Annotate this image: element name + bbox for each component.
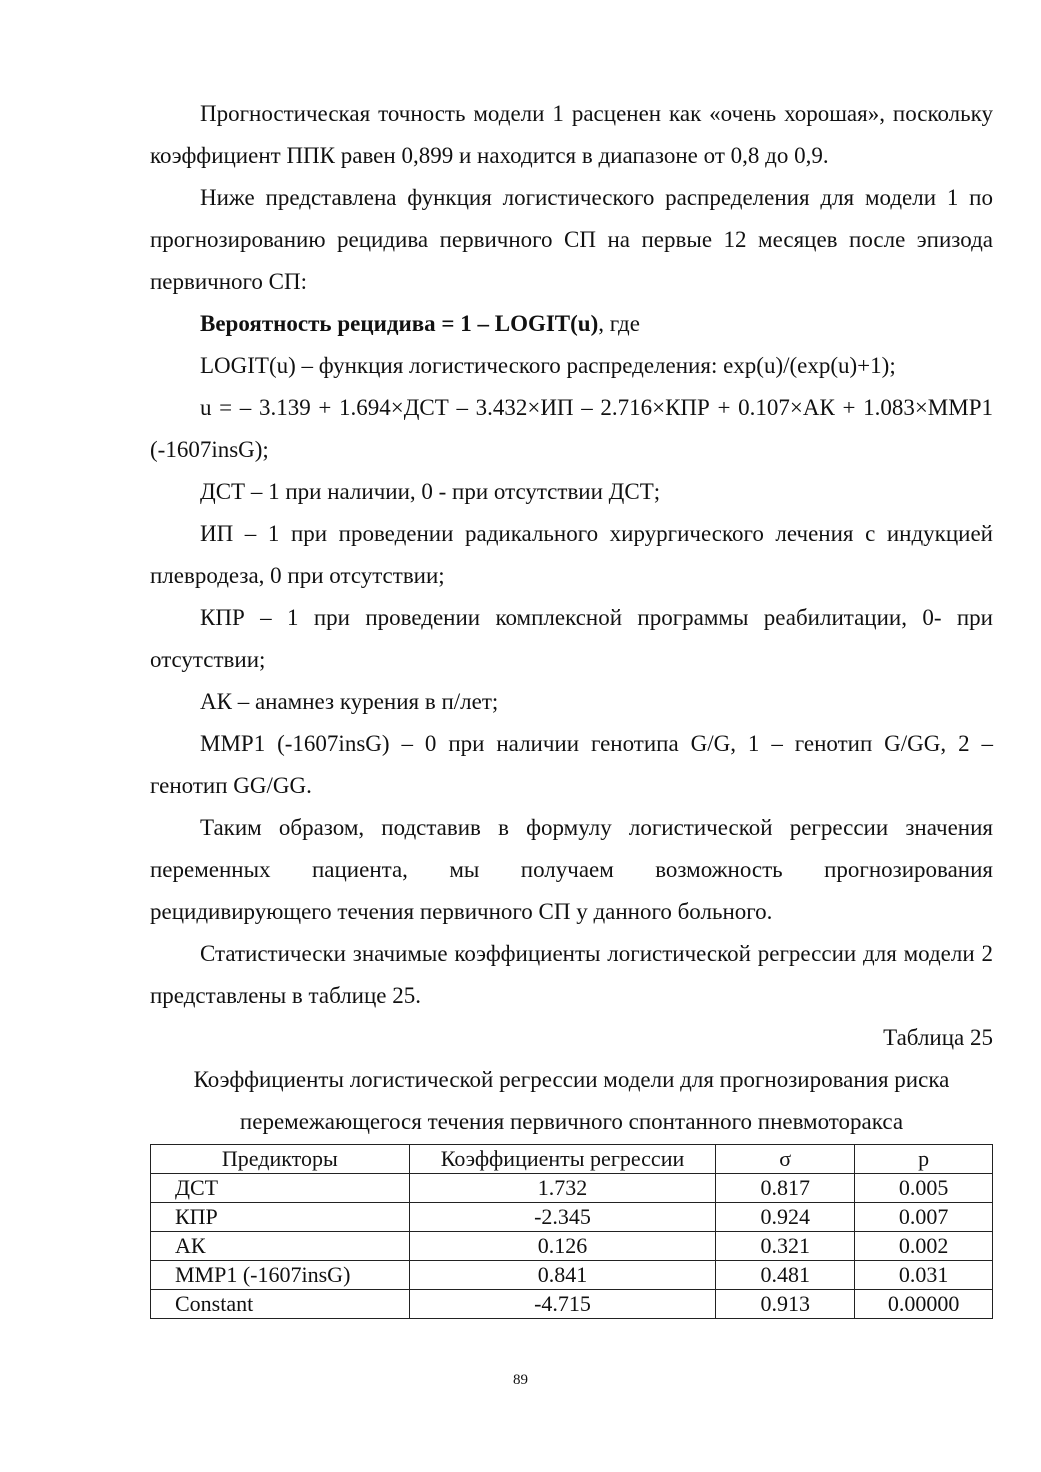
- page-number: 89: [513, 1372, 528, 1388]
- probability-formula-bold: Вероятность рецидива = 1 – LOGIT(u): [200, 311, 599, 336]
- cell-p: 0.002: [855, 1232, 993, 1261]
- header-p: p: [855, 1145, 993, 1174]
- table-row: [151, 1290, 993, 1319]
- paragraph-u-formula: u = – 3.139 + 1.694×ДСТ – 3.432×ИП – 2.716×КПР + 0.107×АК + 1.083×MMP1 (-1607insG);: [150, 395, 993, 462]
- cell-coefficient: 0.126: [409, 1232, 716, 1261]
- table-header-row: [151, 1145, 993, 1174]
- header-coefficients: Коэффициенты регрессии: [409, 1145, 716, 1174]
- header-predictors: Предикторы: [151, 1145, 410, 1174]
- cell-sigma: 0.817: [716, 1174, 855, 1203]
- cell-p: 0.005: [855, 1174, 993, 1203]
- cell-predictor: ДСТ: [151, 1174, 410, 1203]
- paragraph-function-intro: Ниже представлена функция логистического распределения для модели 1 по прогнозированию рецидива первичного СП на первые 12 месяцев после эпизода первичного СП:: [150, 185, 993, 294]
- cell-coefficient: -2.345: [409, 1203, 716, 1232]
- table-caption-line-2: перемежающегося течения первичного спонтанного пневмоторакса: [239, 1109, 904, 1134]
- header-sigma: σ: [716, 1145, 855, 1174]
- paragraph-ip-definition: ИП – 1 при проведении радикального хирургического лечения с индукцией плевродеза, 0 при отсутствии;: [150, 521, 993, 588]
- cell-coefficient: -4.715: [409, 1290, 716, 1319]
- cell-p: 0.007: [855, 1203, 993, 1232]
- paragraph-dst-definition: ДСТ – 1 при наличии, 0 - при отсутствии ДСТ;: [200, 479, 661, 504]
- table-caption-line-1: Коэффициенты логистической регрессии модели для прогнозирования риска: [193, 1067, 950, 1092]
- paragraph-ak-definition: АК – анамнез курения в п/лет;: [200, 689, 499, 714]
- cell-predictor: MMP1 (-1607insG): [151, 1261, 410, 1290]
- paragraph-mmp1-definition: MMP1 (-1607insG) – 0 при наличии генотипа G/G, 1 – генотип G/GG, 2 – генотип GG/GG.: [150, 731, 993, 798]
- cell-sigma: 0.924: [716, 1203, 855, 1232]
- table-number: Таблица 25: [883, 1025, 993, 1050]
- cell-p: 0.00000: [855, 1290, 993, 1319]
- cell-predictor: Constant: [151, 1290, 410, 1319]
- table-row: [151, 1203, 993, 1232]
- table-row: [151, 1232, 993, 1261]
- cell-sigma: 0.481: [716, 1261, 855, 1290]
- table-row: [151, 1261, 993, 1290]
- table-row: [151, 1174, 993, 1203]
- paragraph-logit-definition: LOGIT(u) – функция логистического распределения: exp(u)/(exp(u)+1);: [200, 353, 896, 378]
- cell-predictor: КПР: [151, 1203, 410, 1232]
- paragraph-kpr-definition: КПР – 1 при проведении комплексной программы реабилитации, 0- при отсутствии;: [150, 605, 993, 672]
- paragraph-table-reference: Статистически значимые коэффициенты логистической регрессии для модели 2 представлены в таблице 25.: [150, 941, 993, 1008]
- paragraph-probability-formula: [150, 303, 993, 345]
- cell-sigma: 0.913: [716, 1290, 855, 1319]
- cell-p: 0.031: [855, 1261, 993, 1290]
- probability-formula-rest: , где: [598, 311, 640, 336]
- paragraph-accuracy: Прогностическая точность модели 1 расценен как «очень хорошая», поскольку коэффициент ППК равен 0,899 и находится в диапазоне от 0,8 до 0,9.: [150, 101, 993, 168]
- cell-predictor: АК: [151, 1232, 410, 1261]
- cell-coefficient: 1.732: [409, 1174, 716, 1203]
- regression-coefficients-table: [150, 1144, 993, 1319]
- paragraph-conclusion: Таким образом, подставив в формулу логистической регрессии значения переменных пациента, мы получаем возможность прогнозирования рецидивирующего течения первичного СП у данного больного.: [150, 815, 993, 924]
- cell-sigma: 0.321: [716, 1232, 855, 1261]
- cell-coefficient: 0.841: [409, 1261, 716, 1290]
- body-text: [150, 93, 993, 1143]
